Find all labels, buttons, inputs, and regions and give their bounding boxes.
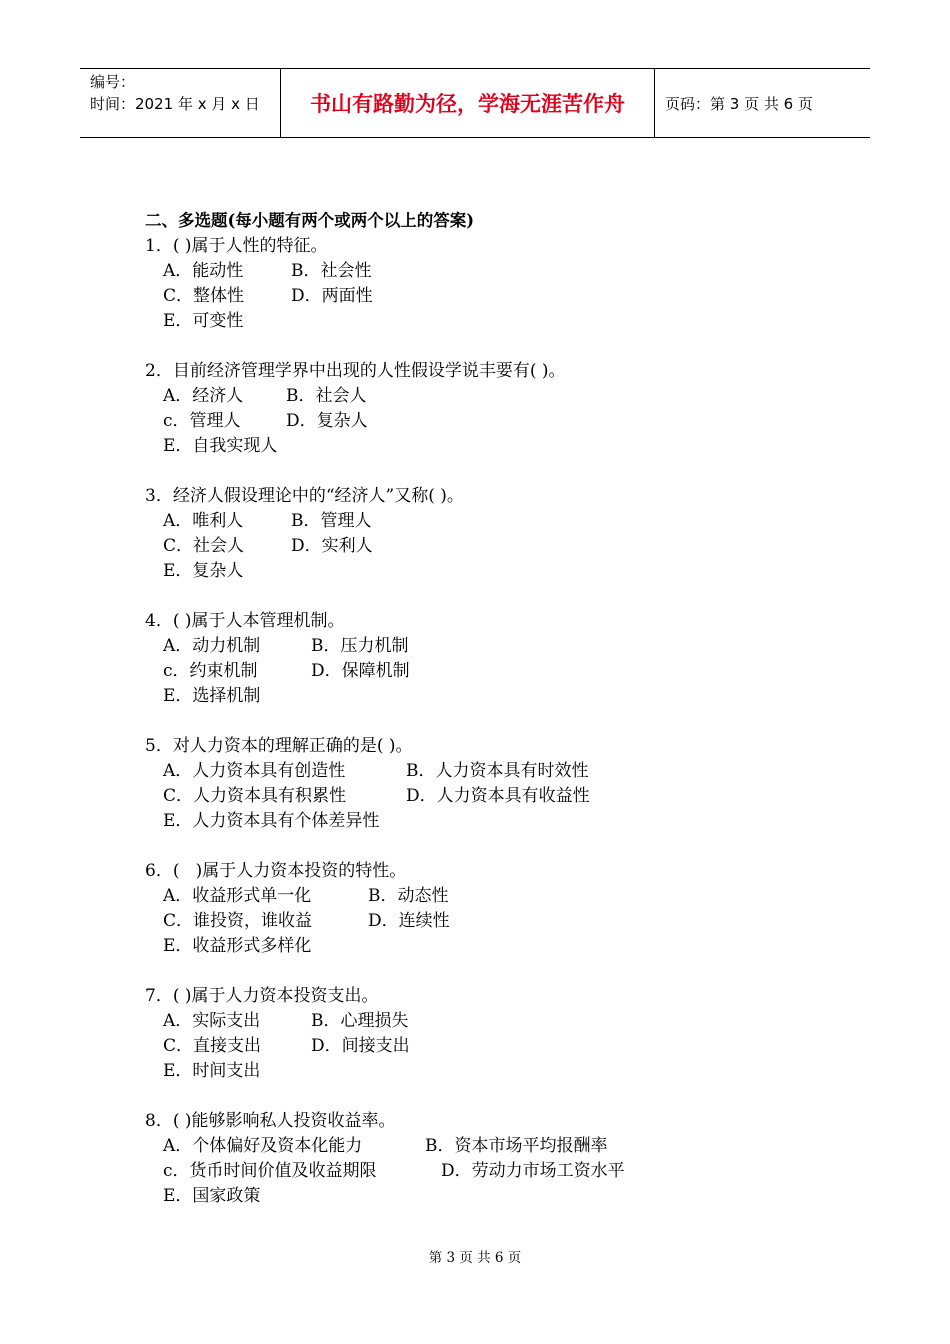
option-text: C．社会人 <box>163 536 245 556</box>
option-text: D．间接支出 <box>311 1036 410 1056</box>
option-text: A．动力机制 <box>163 636 261 656</box>
option-text: A．经济人 <box>163 386 244 406</box>
question-stem: 3．经济人假设理论中的“经济人”又称( )。 <box>145 486 464 506</box>
question-item <box>145 1109 865 1209</box>
option-text: A．能动性 <box>163 261 244 281</box>
number-label: 编号： <box>90 73 136 91</box>
option-text: E．人力资本具有个体差异性 <box>163 811 380 831</box>
option-text: C．直接支出 <box>163 1036 262 1056</box>
option-text: C．人力资本具有积累性 <box>163 786 347 806</box>
option-row <box>145 509 865 534</box>
option-row <box>145 559 865 584</box>
option-text: B．动态性 <box>368 886 449 906</box>
option-text: E．自我实现人 <box>163 436 278 456</box>
option-row <box>145 534 865 559</box>
option-text: D．人力资本具有收益性 <box>406 786 590 806</box>
page-info: 页码：第 3 页 共 6 页 <box>665 94 813 113</box>
option-row <box>145 1009 865 1034</box>
motto-text: 书山有路勤为径，学海无涯苦作舟 <box>310 92 625 116</box>
question-stem: 4．( )属于人本管理机制。 <box>145 611 345 631</box>
option-row <box>145 309 865 334</box>
option-row <box>145 884 865 909</box>
option-text: A．人力资本具有创造性 <box>163 761 346 781</box>
option-text: B．社会性 <box>291 261 372 281</box>
option-text: E．时间支出 <box>163 1061 261 1081</box>
question-item <box>145 484 865 584</box>
option-text: E．可变性 <box>163 311 244 331</box>
option-row <box>145 1134 865 1159</box>
option-row <box>145 284 865 309</box>
header-page-cell <box>655 69 870 137</box>
option-text: A．实际支出 <box>163 1011 261 1031</box>
question-stem: 2．目前经济管理学界中出现的人性假设学说丰要有( )。 <box>145 361 566 381</box>
option-row <box>145 659 865 684</box>
option-text: E．收益形式多样化 <box>163 936 312 956</box>
question-item <box>145 859 865 959</box>
option-row <box>145 1059 865 1084</box>
header-left-cell <box>80 69 281 137</box>
option-text: B．压力机制 <box>311 636 409 656</box>
option-row <box>145 634 865 659</box>
option-text: E．复杂人 <box>163 561 244 581</box>
option-row <box>145 409 865 434</box>
option-text: c．管理人 <box>163 411 241 431</box>
option-text: B．管理人 <box>291 511 372 531</box>
option-text: c．货币时间价值及收益期限 <box>163 1161 377 1181</box>
question-item <box>145 984 865 1084</box>
option-text: B．人力资本具有时效性 <box>406 761 589 781</box>
option-row <box>145 1184 865 1209</box>
option-text: A．唯利人 <box>163 511 244 531</box>
option-text: D．实利人 <box>291 536 373 556</box>
option-text: D．复杂人 <box>286 411 368 431</box>
option-row <box>145 684 865 709</box>
question-stem: 1．( )属于人性的特征。 <box>145 236 328 256</box>
option-text: E．选择机制 <box>163 686 261 706</box>
question-stem: 5．对人力资本的理解正确的是( )。 <box>145 736 413 756</box>
question-item <box>145 734 865 834</box>
option-text: B．资本市场平均报酬率 <box>425 1136 608 1156</box>
option-text: c．约束机制 <box>163 661 258 681</box>
option-text: A．个体偏好及资本化能力 <box>163 1136 363 1156</box>
document-body <box>145 208 865 1234</box>
option-row <box>145 434 865 459</box>
option-row <box>145 759 865 784</box>
option-text: C．整体性 <box>163 286 245 306</box>
question-item <box>145 234 865 334</box>
option-row <box>145 909 865 934</box>
question-stem: 8．( )能够影响私人投资收益率。 <box>145 1111 396 1131</box>
option-row <box>145 1159 865 1184</box>
option-text: C．谁投资，谁收益 <box>163 911 313 931</box>
question-item <box>145 359 865 459</box>
option-row <box>145 784 865 809</box>
page-header <box>80 68 870 138</box>
option-row <box>145 384 865 409</box>
option-text: D．劳动力市场工资水平 <box>441 1161 625 1181</box>
question-stem: 6．( )属于人力资本投资的特性。 <box>145 861 407 881</box>
time-label: 时间：2021 年 x 月 x 日 <box>90 95 260 113</box>
question-list <box>145 234 865 1209</box>
option-row <box>145 1034 865 1059</box>
option-text: A．收益形式单一化 <box>163 886 312 906</box>
option-row <box>145 934 865 959</box>
question-item <box>145 609 865 709</box>
option-row <box>145 809 865 834</box>
section-title: 二、多选题(每小题有两个或两个以上的答案) <box>145 211 475 230</box>
option-text: B．社会人 <box>286 386 367 406</box>
option-text: D．两面性 <box>291 286 373 306</box>
option-text: B．心理损失 <box>311 1011 409 1031</box>
header-motto-cell <box>281 69 655 137</box>
question-stem: 7．( )属于人力资本投资支出。 <box>145 986 379 1006</box>
option-text: D．连续性 <box>368 911 450 931</box>
option-text: D．保障机制 <box>311 661 410 681</box>
option-row <box>145 259 865 284</box>
page-footer: 第 3 页 共 6 页 <box>428 1250 522 1266</box>
option-text: E．国家政策 <box>163 1186 261 1206</box>
